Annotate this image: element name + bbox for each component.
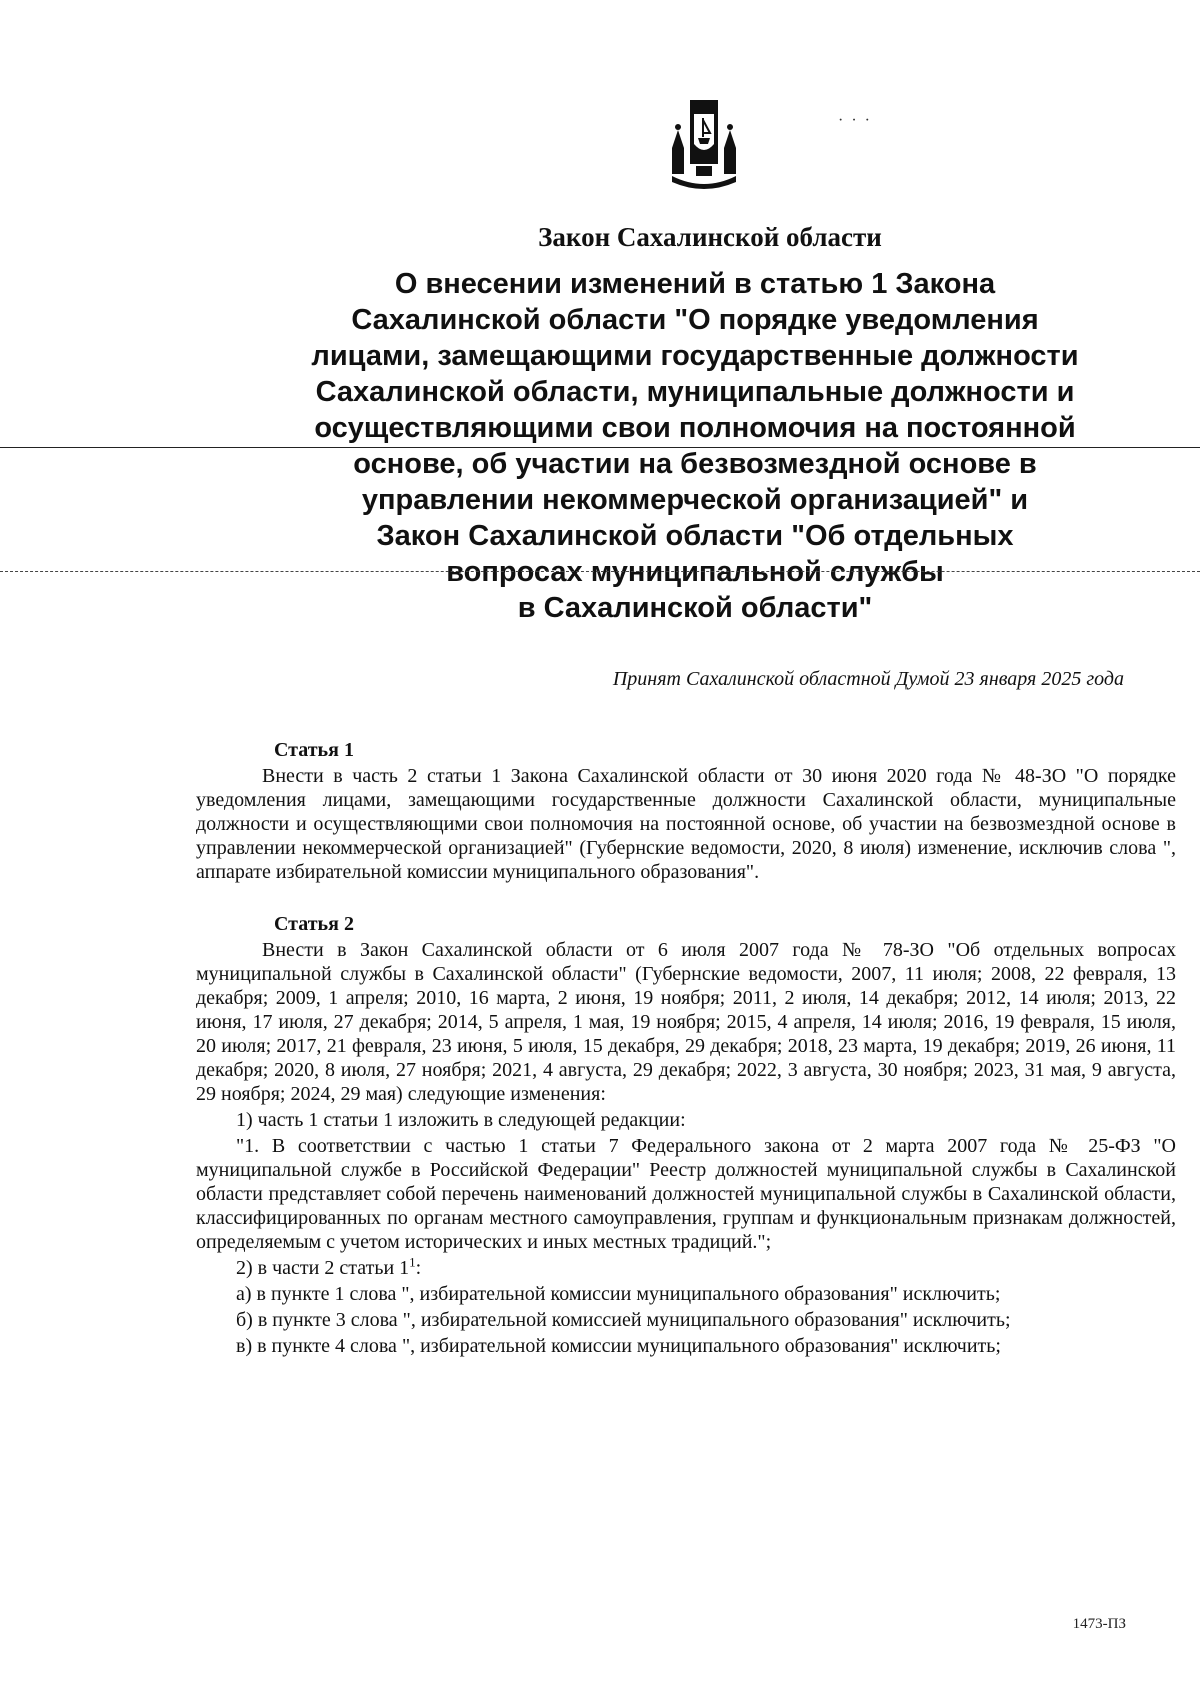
law-title-line: О внесении изменений в статью 1 Закона	[394, 268, 996, 300]
law-title-line: управлении некоммерческой организацией" и	[361, 484, 1029, 516]
article-1-text: Внести в часть 2 статьи 1 Закона Сахалинской области от 30 июня 2020 года № 48-ЗО "О порядке уведомления лицами, замещающими государственные должности Сахалинской области, муниципальные должности и осуществляющими свои полномочия на постоянной основе, об участии на безвозмездной основе в управлении некоммерческой организацией" (Губернские ведомости, 2020, 8 июля) изменение, исключив слова ", аппарате избирательной комиссии муниципального образования".	[196, 765, 1176, 883]
law-title-line: Закон Сахалинской области "Об отдельных	[376, 520, 1014, 552]
law-body	[196, 738, 1176, 1360]
amendment-item-1: 1) часть 1 статьи 1 изложить в следующей редакции:	[236, 1109, 686, 1131]
scan-line	[0, 571, 1200, 572]
amendment-sub-a: а) в пункте 1 слова ", избирательной комиссии муниципального образования" исключить;	[236, 1283, 1001, 1305]
law-title-line: Сахалинской области, муниципальные должности и	[315, 376, 1075, 408]
scan-line	[0, 447, 1200, 448]
amendment-item-2	[196, 1256, 1176, 1280]
coat-of-arms-icon	[668, 100, 740, 190]
article-1-heading: Статья 1	[274, 739, 354, 761]
article-2-heading: Статья 2	[274, 913, 354, 935]
document-code: 1473-ПЗ	[1072, 1616, 1126, 1632]
law-title-line: осуществляющими свои полномочия на постоянной	[314, 412, 1076, 444]
law-title-line: основе, об участии на безвозмездной основе в	[353, 448, 1037, 480]
law-title-line: Сахалинской области "О порядке уведомления	[351, 304, 1039, 336]
law-title-line: вопросах муниципальной службы	[446, 556, 944, 588]
adoption-note: Принят Сахалинской областной Думой 23 января 2025 года	[612, 668, 1124, 690]
scan-artifact: · · ·	[838, 112, 872, 129]
article-2-intro: Внести в Закон Сахалинской области от 6 июля 2007 года № 78-ЗО "Об отдельных вопросах муниципальной службы в Сахалинской области" (Губернские ведомости, 2007, 11 июля; 2008, 22 февраля, 13 декабря; 2009, 1 апреля; 2010, 16 марта, 2 июня, 19 ноября; 2011, 2 июля, 14 декабря; 2012, 14 июля; 2013, 22 июня, 17 июля, 27 декабря; 2014, 5 апреля, 1 мая, 19 ноября; 2015, 4 апреля, 14 июля; 2016, 19 февраля, 15 июля, 20 июля; 2017, 21 февраля, 23 июня, 5 июля, 15 декабря, 29 декабря; 2018, 23 марта, 19 декабря; 2019, 26 июня, 11 декабря; 2020, 8 июля, 27 ноября; 2021, 4 августа, 29 декабря; 2022, 3 августа, 30 ноября; 2023, 31 мая, 9 августа, 29 ноября; 2024, 29 мая) следующие изменения:	[196, 939, 1176, 1105]
law-title-line: лицами, замещающими государственные должности	[311, 340, 1079, 372]
amendment-item-2-colon: :	[415, 1257, 422, 1279]
amendment-item-1-text: "1. В соответствии с частью 1 статьи 7 Федерального закона от 2 марта 2007 года № 25-ФЗ "О муниципальной службе в Российской Федерации" Реестр должностей муниципальной службы в Сахалинской области представляет собой перечень наименований должностей муниципальной службы в Сахалинской области, классифицированных по органам местного самоуправления, группам и функциональным признакам должностей, определяемым с учетом исторических и иных местных традиций.";	[196, 1135, 1176, 1253]
law-title-line: в Сахалинской области"	[517, 592, 873, 624]
amendment-sub-b: б) в пункте 3 слова ", избирательной комиссией муниципального образования" исключить;	[236, 1309, 1011, 1331]
amendment-item-2-text: 2) в части 2 статьи 1	[236, 1257, 410, 1279]
superscript: 1	[409, 1254, 416, 1270]
amendment-sub-v: в) в пункте 4 слова ", избирательной комиссии муниципального образования" исключить;	[236, 1335, 1001, 1357]
law-type-title: Закон Сахалинской области	[538, 222, 882, 252]
law-title	[255, 266, 1135, 626]
